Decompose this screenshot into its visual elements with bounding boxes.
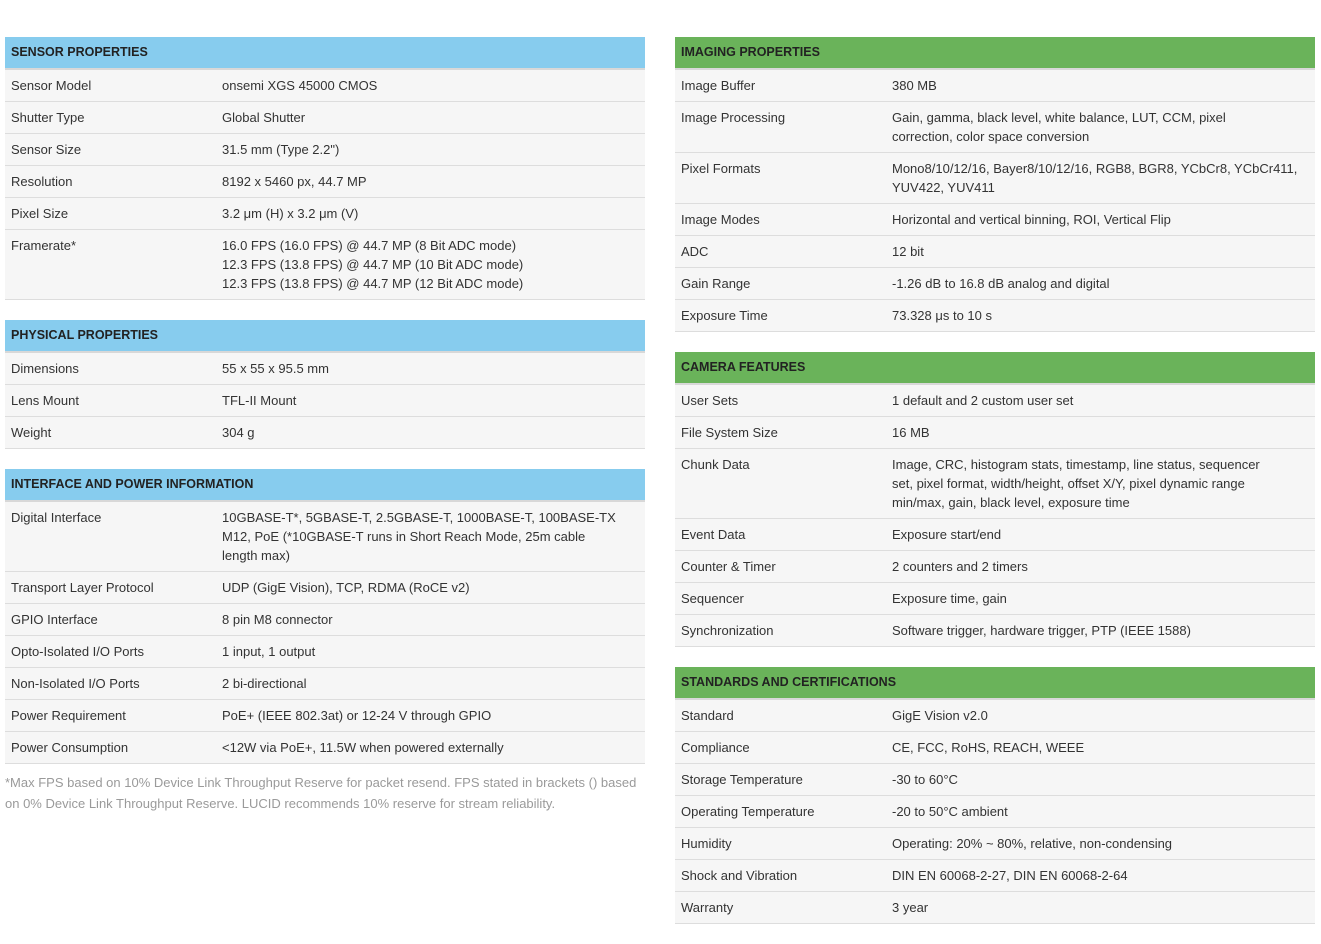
row-value: 1 default and 2 custom user set <box>892 393 1074 408</box>
camera-features-section <box>675 352 1315 647</box>
imaging-properties-section <box>675 37 1315 332</box>
table-row <box>5 230 645 300</box>
row-label: Non-Isolated I/O Ports <box>11 676 140 691</box>
row-label: Gain Range <box>681 276 751 291</box>
table-row <box>675 860 1315 892</box>
table-row <box>5 668 645 700</box>
row-value: onsemi XGS 45000 CMOS <box>222 78 378 93</box>
row-label: Weight <box>11 425 52 440</box>
section-header: PHYSICAL PROPERTIES <box>5 320 645 353</box>
row-value: 2 bi-directional <box>222 676 307 691</box>
row-label: Sensor Model <box>11 78 92 93</box>
table-row <box>5 636 645 668</box>
standards-certifications-section <box>675 667 1315 924</box>
table-row <box>675 449 1315 519</box>
row-value: Exposure time, gain <box>892 591 1007 606</box>
row-label: Sequencer <box>681 591 744 606</box>
row-label: Operating Temperature <box>681 804 815 819</box>
row-value: TFL-II Mount <box>222 393 297 408</box>
table-row <box>5 700 645 732</box>
row-value: Horizontal and vertical binning, ROI, Vertical Flip <box>892 212 1171 227</box>
row-value: 3 year <box>892 900 929 915</box>
row-value: 10GBASE-T*, 5GBASE-T, 2.5GBASE-T, 1000BASE-T, 100BASE-TX M12, PoE (*10GBASE-T runs in Short Reach Mode, 25m cable length max) <box>222 510 616 563</box>
table-row <box>5 385 645 417</box>
row-label: Standard <box>681 708 734 723</box>
row-value: Software trigger, hardware trigger, PTP (IEEE 1588) <box>892 623 1191 638</box>
table-row <box>675 385 1315 417</box>
table-row <box>675 615 1315 647</box>
table-row <box>5 417 645 449</box>
right-column <box>675 37 1315 944</box>
row-label: Framerate* <box>11 238 77 253</box>
row-value: 8192 x 5460 px, 44.7 MP <box>222 174 367 189</box>
table-row <box>675 583 1315 615</box>
row-value: 304 g <box>222 425 255 440</box>
row-label: Image Processing <box>681 110 786 125</box>
table-row <box>675 417 1315 449</box>
row-label: GPIO Interface <box>11 612 98 627</box>
row-label: Synchronization <box>681 623 774 638</box>
row-label: Sensor Size <box>11 142 82 157</box>
table-row <box>5 166 645 198</box>
row-label: Resolution <box>11 174 73 189</box>
row-value: 73.328 μs to 10 s <box>892 308 993 323</box>
row-label: Shock and Vibration <box>681 868 798 883</box>
sensor-properties-section <box>5 37 645 300</box>
row-label: User Sets <box>681 393 739 408</box>
row-label: Event Data <box>681 527 746 542</box>
table-row <box>5 572 645 604</box>
table-row <box>675 236 1315 268</box>
row-value: Global Shutter <box>222 110 306 125</box>
row-label: Image Buffer <box>681 78 756 93</box>
table-row <box>5 70 645 102</box>
left-column <box>5 37 645 784</box>
row-label: ADC <box>681 244 709 259</box>
row-label: Lens Mount <box>11 393 79 408</box>
row-label: Warranty <box>681 900 734 915</box>
row-value: Exposure start/end <box>892 527 1002 542</box>
table-row <box>675 300 1315 332</box>
section-header: STANDARDS AND CERTIFICATIONS <box>675 667 1315 700</box>
row-value: 8 pin M8 connector <box>222 612 333 627</box>
section-header: SENSOR PROPERTIES <box>5 37 645 70</box>
interface-power-section <box>5 469 645 764</box>
table-row <box>675 700 1315 732</box>
table-row <box>675 70 1315 102</box>
table-row <box>5 604 645 636</box>
row-value: <12W via PoE+, 11.5W when powered externally <box>222 740 504 755</box>
row-value: 55 x 55 x 95.5 mm <box>222 361 329 376</box>
row-value: Mono8/10/12/16, Bayer8/10/12/16, RGB8, BGR8, YCbCr8, YCbCr411, YUV422, YUV411 <box>892 161 1298 195</box>
table-row <box>675 268 1315 300</box>
row-label: Digital Interface <box>11 510 102 525</box>
table-row <box>5 102 645 134</box>
row-label: Pixel Formats <box>681 161 761 176</box>
table-row <box>675 764 1315 796</box>
section-header: INTERFACE AND POWER INFORMATION <box>5 469 645 502</box>
row-value: 31.5 mm (Type 2.2") <box>222 142 340 157</box>
row-value: 3.2 μm (H) x 3.2 μm (V) <box>222 206 359 221</box>
row-label: Storage Temperature <box>681 772 803 787</box>
table-row <box>5 502 645 572</box>
row-label: Image Modes <box>681 212 760 227</box>
section-header: IMAGING PROPERTIES <box>675 37 1315 70</box>
row-value: 16.0 FPS (16.0 FPS) @ 44.7 MP (8 Bit ADC mode) 12.3 FPS (13.8 FPS) @ 44.7 MP (10 Bit ADC mode) 12.3 FPS (13.8 FPS) @ 44.7 MP (12 Bit ADC mode) <box>222 238 524 291</box>
row-label: Dimensions <box>11 361 79 376</box>
row-value: 12 bit <box>892 244 924 259</box>
row-value: PoE+ (IEEE 802.3at) or 12-24 V through GPIO <box>222 708 492 723</box>
row-label: Pixel Size <box>11 206 69 221</box>
table-row <box>5 198 645 230</box>
table-row <box>675 519 1315 551</box>
row-value: -1.26 dB to 16.8 dB analog and digital <box>892 276 1110 291</box>
framerate-footnote: *Max FPS based on 10% Device Link Throughput Reserve for packet resend. FPS stated in brackets () based on 0% Device Link Throughput Reserve. LUCID recommends 10% reserve for stream reliability. <box>5 775 637 811</box>
row-value: Gain, gamma, black level, white balance, LUT, CCM, pixel correction, color space conversion <box>892 110 1226 144</box>
table-row <box>5 134 645 166</box>
physical-properties-section <box>5 320 645 449</box>
section-header: CAMERA FEATURES <box>675 352 1315 385</box>
row-value: 1 input, 1 output <box>222 644 316 659</box>
row-label: Exposure Time <box>681 308 768 323</box>
row-label: Humidity <box>681 836 732 851</box>
table-row <box>675 551 1315 583</box>
row-value: 16 MB <box>892 425 930 440</box>
row-label: Opto-Isolated I/O Ports <box>11 644 144 659</box>
row-value: Operating: 20% ~ 80%, relative, non-condensing <box>892 836 1173 851</box>
row-label: Power Consumption <box>11 740 129 755</box>
table-row <box>675 204 1315 236</box>
row-label: Power Requirement <box>11 708 126 723</box>
row-value: DIN EN 60068-2-27, DIN EN 60068-2-64 <box>892 868 1128 883</box>
table-row <box>675 892 1315 924</box>
table-row <box>5 732 645 764</box>
table-row <box>675 828 1315 860</box>
row-value: 380 MB <box>892 78 937 93</box>
row-label: Chunk Data <box>681 457 750 472</box>
row-label: Shutter Type <box>11 110 85 125</box>
row-value: Image, CRC, histogram stats, timestamp, line status, sequencer set, pixel format, width/height, offset X/Y, pixel dynamic range min/max, gain, black level, exposure time <box>892 457 1260 510</box>
row-value: GigE Vision v2.0 <box>892 708 988 723</box>
row-value: -20 to 50°C ambient <box>892 804 1008 819</box>
table-row <box>675 153 1315 204</box>
table-row <box>5 353 645 385</box>
row-label: Counter & Timer <box>681 559 776 574</box>
table-row <box>675 796 1315 828</box>
row-value: 2 counters and 2 timers <box>892 559 1028 574</box>
row-label: Compliance <box>681 740 750 755</box>
table-row <box>675 732 1315 764</box>
row-value: UDP (GigE Vision), TCP, RDMA (RoCE v2) <box>222 580 470 595</box>
row-value: CE, FCC, RoHS, REACH, WEEE <box>892 740 1085 755</box>
row-label: Transport Layer Protocol <box>11 580 154 595</box>
table-row <box>675 102 1315 153</box>
row-label: File System Size <box>681 425 778 440</box>
row-value: -30 to 60°C <box>892 772 958 787</box>
